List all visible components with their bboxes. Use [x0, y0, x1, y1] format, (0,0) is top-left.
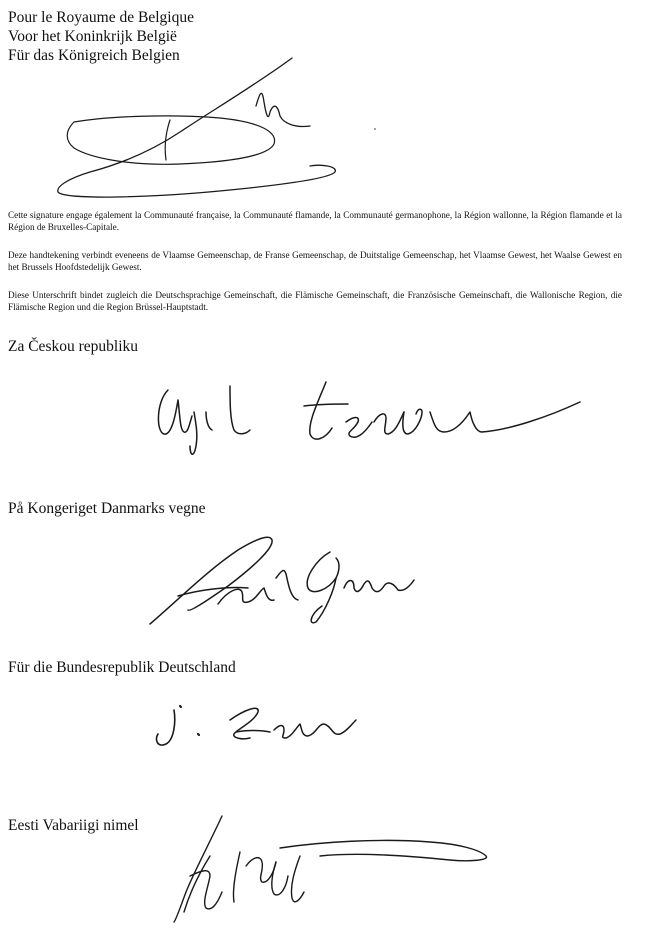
czech-heading: Za Českou republiku [8, 338, 139, 355]
denmark-signature [148, 530, 428, 630]
belgium-note-de: Diese Unterschrift bindet zugleich die Deutschsprachige Gemeinschaft, die Flämische Gemeinschaft, die Französische Gemeinschaft, die Wallonische Region, die Flämische Region und die Region Brüssel-Hauptstadt. [8, 290, 622, 312]
denmark-heading: På Kongeriget Danmarks vegne [8, 500, 206, 517]
belgium-heading-fr: Pour le Royaume de Belgique [8, 9, 194, 26]
belgium-signature [30, 52, 390, 202]
germany-heading: Für die Bundesrepublik Deutschland [8, 659, 236, 676]
belgium-heading-nl: Voor het Koninkrijk België [8, 28, 177, 45]
germany-signature [150, 690, 370, 760]
belgium-note-nl: Deze handtekening verbindt eveneens de Vlaamse Gemeenschap, de Franse Gemeenschap, de Duitstalige Gemeenschap, het Vlaamse Gewest, het Waalse Gewest en het Brussels Hoofdstedelijk Gewest. [8, 250, 622, 272]
belgium-heading-de: Für das Königreich Belgien [8, 47, 180, 64]
ink-dot [374, 128, 376, 130]
czech-signature [150, 372, 590, 462]
belgium-note-fr: Cette signature engage également la Communauté française, la Communauté flamande, la Communauté germanophone, la Région wallonne, la Région flamande et la Région de Bruxelles-Capitale. [8, 210, 622, 232]
estonia-heading: Eesti Vabariigi nimel [8, 817, 139, 834]
estonia-signature [150, 812, 510, 942]
